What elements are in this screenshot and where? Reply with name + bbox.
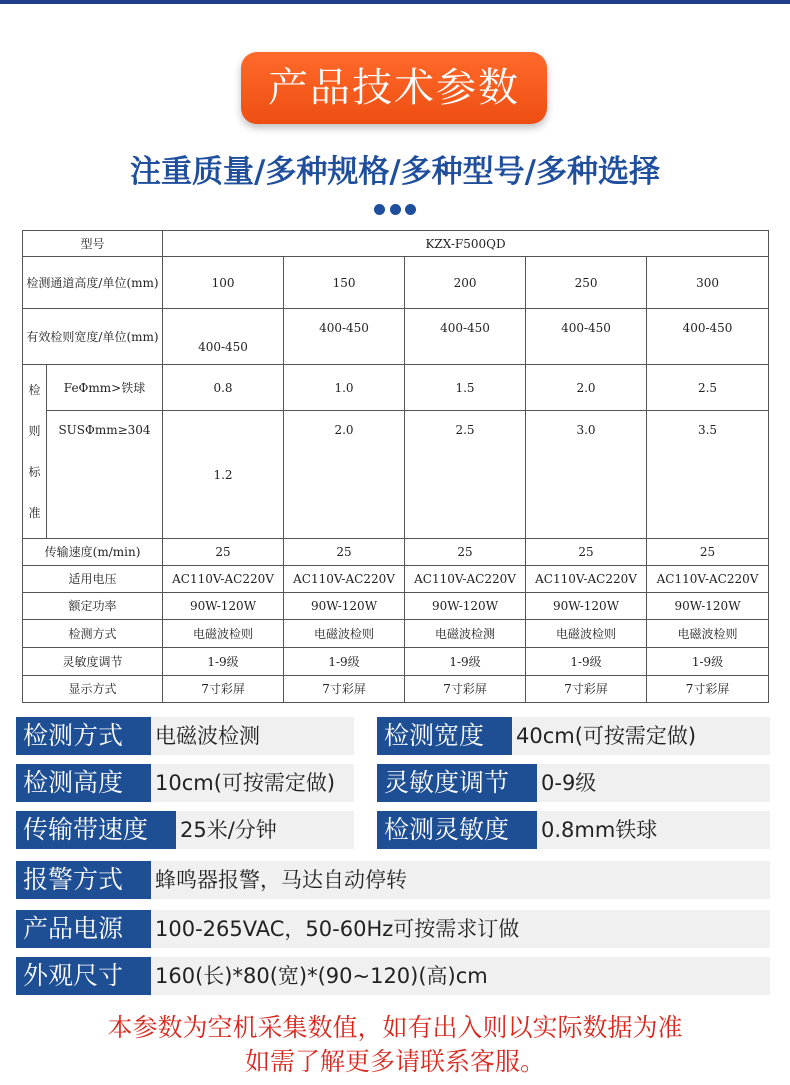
height-cell: 200 <box>405 257 526 309</box>
param-label: 灵敏度调节 <box>377 764 537 802</box>
method-cell: 电磁波检则 <box>647 620 769 648</box>
display-cell: 7寸彩屏 <box>163 676 284 703</box>
table-row <box>23 593 769 620</box>
height-cell: 150 <box>284 257 405 309</box>
top-border <box>0 0 790 4</box>
width-label: 有效检则宽度/单位(mm) <box>23 309 163 365</box>
sus-cell: 3.0 <box>526 411 647 539</box>
fe-cell: 1.5 <box>405 365 526 411</box>
disclaimer-line-1: 本参数为空机采集数值，如有出入则以实际数据为准 <box>107 1013 683 1042</box>
param-label: 检测灵敏度 <box>377 811 537 849</box>
height-cell: 100 <box>163 257 284 309</box>
param-value: 160(长)*80(宽)*(90~120)(高)cm <box>151 957 770 995</box>
param-value: 电磁波检测 <box>151 717 354 755</box>
fe-cell: 1.0 <box>284 365 405 411</box>
voltage-cell: AC110V-AC220V <box>405 566 526 593</box>
table-row <box>23 309 769 365</box>
speed-cell: 25 <box>405 539 526 566</box>
method-cell: 电磁波检则 <box>284 620 405 648</box>
param-value: 10cm(可按需定做) <box>151 764 354 802</box>
table-row <box>23 539 769 566</box>
param-label: 产品电源 <box>16 910 151 948</box>
power-cell: 90W-120W <box>163 593 284 620</box>
power-label: 额定功率 <box>23 593 163 620</box>
param-detection-sensitivity <box>377 811 770 849</box>
sensitivity-cell: 1-9级 <box>405 648 526 676</box>
param-value: 100-265VAC，50-60Hz可按需求订做 <box>151 910 770 948</box>
table-row <box>23 620 769 648</box>
width-cell: 400-450 <box>284 309 405 365</box>
speed-label: 传输速度(m/min) <box>23 539 163 566</box>
fe-label: FeΦmm>铁球 <box>47 365 163 411</box>
param-value: 40cm(可按需定做) <box>512 717 770 755</box>
display-label: 显示方式 <box>23 676 163 703</box>
dot-icon <box>374 204 385 215</box>
table-row <box>23 411 769 539</box>
param-sensitivity-adjust <box>377 764 770 802</box>
power-cell: 90W-120W <box>647 593 769 620</box>
decorative-dots <box>374 204 416 216</box>
dot-icon <box>390 204 401 215</box>
width-cell: 400-450 <box>526 309 647 365</box>
sus-label: SUSΦmm≥304 <box>47 411 163 539</box>
width-cell: 400-450 <box>647 309 769 365</box>
sus-cell: 2.5 <box>405 411 526 539</box>
table-row <box>23 648 769 676</box>
table-row <box>23 676 769 703</box>
sensitivity-cell: 1-9级 <box>526 648 647 676</box>
speed-cell: 25 <box>284 539 405 566</box>
disclaimer-line-2: 如需了解更多请联系客服。 <box>244 1047 545 1076</box>
param-value: 0.8mm铁球 <box>537 811 770 849</box>
param-label: 传输带速度 <box>16 811 176 849</box>
param-label: 检测宽度 <box>377 717 512 755</box>
display-cell: 7寸彩屏 <box>526 676 647 703</box>
spec-table <box>22 230 769 703</box>
sensitivity-cell: 1-9级 <box>284 648 405 676</box>
fe-cell: 2.5 <box>647 365 769 411</box>
table-row <box>23 566 769 593</box>
voltage-label: 适用电压 <box>23 566 163 593</box>
param-alarm <box>16 861 770 899</box>
power-cell: 90W-120W <box>405 593 526 620</box>
width-cell: 400-450 <box>405 309 526 365</box>
param-size <box>16 957 770 995</box>
height-cell: 300 <box>647 257 769 309</box>
model-value: KZX-F500QD <box>163 231 769 257</box>
width-cell: 400-450 <box>163 309 284 365</box>
method-label: 检测方式 <box>23 620 163 648</box>
voltage-cell: AC110V-AC220V <box>163 566 284 593</box>
param-value: 25米/分钟 <box>176 811 354 849</box>
sus-cell: 1.2 <box>163 411 284 539</box>
table-row <box>23 257 769 309</box>
display-cell: 7寸彩屏 <box>647 676 769 703</box>
voltage-cell: AC110V-AC220V <box>647 566 769 593</box>
sus-cell: 3.5 <box>647 411 769 539</box>
sensitivity-label: 灵敏度调节 <box>23 648 163 676</box>
param-detection-method <box>16 717 354 755</box>
method-cell: 电磁波检测 <box>405 620 526 648</box>
sensitivity-cell: 1-9级 <box>163 648 284 676</box>
param-label: 外观尺寸 <box>16 957 151 995</box>
dot-icon <box>405 204 416 215</box>
param-belt-speed <box>16 811 354 849</box>
sus-cell: 2.0 <box>284 411 405 539</box>
param-label: 检测高度 <box>16 764 151 802</box>
speed-cell: 25 <box>647 539 769 566</box>
height-cell: 250 <box>526 257 647 309</box>
method-cell: 电磁波检则 <box>526 620 647 648</box>
param-power <box>16 910 770 948</box>
display-cell: 7寸彩屏 <box>284 676 405 703</box>
param-label: 检测方式 <box>16 717 151 755</box>
table-row <box>23 365 769 411</box>
sensitivity-cell: 1-9级 <box>647 648 769 676</box>
voltage-cell: AC110V-AC220V <box>526 566 647 593</box>
power-cell: 90W-120W <box>526 593 647 620</box>
power-cell: 90W-120W <box>284 593 405 620</box>
page-title-badge: 产品技术参数 <box>241 52 547 124</box>
speed-cell: 25 <box>163 539 284 566</box>
page-subtitle: 注重质量/多种规格/多种型号/多种选择 <box>130 154 660 190</box>
param-detection-height <box>16 764 354 802</box>
method-cell: 电磁波检则 <box>163 620 284 648</box>
fe-cell: 0.8 <box>163 365 284 411</box>
detection-standard-label: 检 则 标 准 <box>23 365 47 539</box>
model-label: 型号 <box>23 231 163 257</box>
param-detection-width <box>377 717 770 755</box>
param-label: 报警方式 <box>16 861 151 899</box>
speed-cell: 25 <box>526 539 647 566</box>
voltage-cell: AC110V-AC220V <box>284 566 405 593</box>
display-cell: 7寸彩屏 <box>405 676 526 703</box>
table-row <box>23 231 769 257</box>
param-value: 0-9级 <box>537 764 770 802</box>
fe-cell: 2.0 <box>526 365 647 411</box>
height-label: 检测通道高度/单位(mm) <box>23 257 163 309</box>
param-value: 蜂鸣器报警，马达自动停转 <box>151 861 770 899</box>
